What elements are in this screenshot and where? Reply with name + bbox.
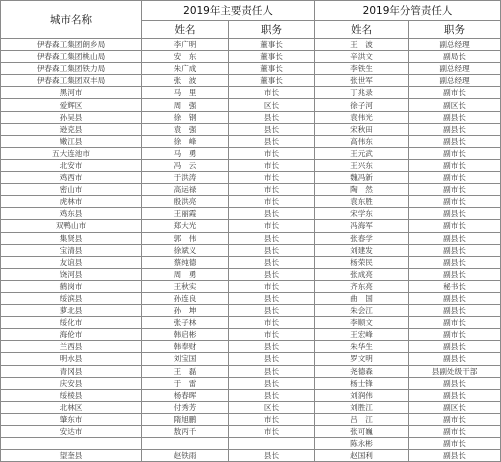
cell-sub-role: 副市长: [409, 87, 501, 99]
cell-main-role: 县长: [229, 389, 315, 401]
cell-sub-role: 副市长: [409, 172, 501, 184]
cell-sub-name: 王元武: [315, 147, 409, 159]
cell-sub-role: 副总经理: [409, 75, 501, 87]
cell-main-name: 马 里: [142, 87, 229, 99]
cell-city: 黑河市: [1, 87, 142, 99]
cell-main-name: 敖丙千: [142, 426, 229, 438]
table-row: [1, 341, 501, 353]
table-body: [1, 39, 501, 462]
table-row: [1, 413, 501, 425]
cell-sub-role: 县副处级干部: [409, 365, 501, 377]
cell-main-name: 周 勇: [142, 268, 229, 280]
header-main-group: 2019年主要责任人: [142, 1, 315, 21]
cell-main-role: 市长: [229, 413, 315, 425]
cell-main-name: 孙 坤: [142, 305, 229, 317]
table-row: [1, 426, 501, 438]
cell-main-role: 县长: [229, 268, 315, 280]
cell-sub-role: 副市长: [409, 329, 501, 341]
cell-sub-name: 罗文明: [315, 353, 409, 365]
table-row: [1, 196, 501, 208]
cell-main-role: 县长: [229, 135, 315, 147]
cell-city: 伊春森工集团朗乡局: [1, 39, 142, 51]
cell-sub-name: 魏冯新: [315, 172, 409, 184]
cell-sub-role: 副县长: [409, 450, 501, 462]
cell-sub-name: 张成亮: [315, 268, 409, 280]
cell-main-name: 于洪涛: [142, 172, 229, 184]
cell-sub-role: 副县长: [409, 353, 501, 365]
table-row: [1, 292, 501, 304]
cell-main-role: 县长: [229, 256, 315, 268]
cell-main-name: 袁 强: [142, 123, 229, 135]
table-row: [1, 135, 501, 147]
table-row: [1, 329, 501, 341]
cell-main-name: 朱广成: [142, 63, 229, 75]
cell-city: 逊克县: [1, 123, 142, 135]
cell-sub-name: 朱华生: [315, 341, 409, 353]
cell-sub-role: 副县长: [409, 208, 501, 220]
table-row: [1, 172, 501, 184]
cell-city: 饶河县: [1, 268, 142, 280]
cell-city: 五大连池市: [1, 147, 142, 159]
cell-main-role: 县长: [229, 377, 315, 389]
cell-sub-name: 陶 然: [315, 184, 409, 196]
cell-main-role: 市长: [229, 172, 315, 184]
table-row: [1, 159, 501, 171]
cell-sub-role: 副市长: [409, 438, 501, 450]
cell-main-name: 李广明: [142, 39, 229, 51]
cell-main-name: 张 波: [142, 75, 229, 87]
cell-sub-role: 副市长: [409, 184, 501, 196]
header-sub-name: 姓名: [315, 21, 409, 39]
cell-sub-role: 副区长: [409, 99, 501, 111]
cell-city: 绥棱县: [1, 389, 142, 401]
cell-main-role: 市长: [229, 317, 315, 329]
cell-city: [1, 438, 142, 450]
cell-sub-name: 朱会江: [315, 305, 409, 317]
cell-city: 北林区: [1, 401, 142, 413]
cell-main-role: 市长: [229, 329, 315, 341]
cell-sub-name: 袁伟光: [315, 111, 409, 123]
cell-city: 肇东市: [1, 413, 142, 425]
cell-main-name: 赵铁雨: [142, 450, 229, 462]
cell-sub-role: 副市长: [409, 159, 501, 171]
cell-main-name: 韩启彬: [142, 329, 229, 341]
cell-main-name: 孙连良: [142, 292, 229, 304]
cell-city: 萝北县: [1, 305, 142, 317]
cell-city: 密山市: [1, 184, 142, 196]
cell-sub-name: 李顺文: [315, 317, 409, 329]
cell-sub-name: 高伟东: [315, 135, 409, 147]
cell-main-role: 县长: [229, 208, 315, 220]
cell-main-role: 县长: [229, 123, 315, 135]
cell-main-name: 刘宝国: [142, 353, 229, 365]
cell-main-role: 县长: [229, 305, 315, 317]
cell-city: 鹤岗市: [1, 280, 142, 292]
cell-city: 爱辉区: [1, 99, 142, 111]
cell-city: 虎林市: [1, 196, 142, 208]
cell-main-name: 殷洪亮: [142, 196, 229, 208]
table-row: [1, 280, 501, 292]
cell-sub-role: 副县长: [409, 389, 501, 401]
cell-main-role: 县长: [229, 111, 315, 123]
cell-main-name: 王 磊: [142, 365, 229, 377]
cell-main-name: [142, 438, 229, 450]
cell-main-role: 董事长: [229, 75, 315, 87]
cell-main-name: 韩奉财: [142, 341, 229, 353]
cell-city: 兰西县: [1, 341, 142, 353]
cell-sub-name: 陈永彬: [315, 438, 409, 450]
cell-main-role: 市长: [229, 159, 315, 171]
cell-main-name: 张子林: [142, 317, 229, 329]
cell-sub-role: 副县长: [409, 341, 501, 353]
cell-sub-name: 张可巍: [315, 426, 409, 438]
cell-sub-role: 副县长: [409, 232, 501, 244]
header-sub-role: 职务: [409, 21, 501, 39]
cell-main-name: 冯 云: [142, 159, 229, 171]
table-row: [1, 365, 501, 377]
cell-sub-name: 徐子河: [315, 99, 409, 111]
cell-main-name: 王丽霞: [142, 208, 229, 220]
table-row: [1, 39, 501, 51]
cell-main-role: 县长: [229, 365, 315, 377]
cell-main-role: 市长: [229, 426, 315, 438]
table-row: [1, 317, 501, 329]
table-row: [1, 99, 501, 111]
cell-city: 明水县: [1, 353, 142, 365]
cell-main-role: 县长: [229, 232, 315, 244]
cell-main-name: 安 东: [142, 51, 229, 63]
table-row: [1, 111, 501, 123]
cell-city: 嫩江县: [1, 135, 142, 147]
table-row: [1, 401, 501, 413]
cell-main-name: 蔡纯德: [142, 256, 229, 268]
cell-city: 海伦市: [1, 329, 142, 341]
cell-main-role: 董事长: [229, 51, 315, 63]
cell-sub-role: 副局长: [409, 51, 501, 63]
cell-sub-role: 副总经理: [409, 63, 501, 75]
cell-sub-name: 曲 国: [315, 292, 409, 304]
table-row: [1, 123, 501, 135]
cell-sub-role: 副市长: [409, 220, 501, 232]
header-main-role: 职务: [229, 21, 315, 39]
cell-sub-role: 秘书长: [409, 280, 501, 292]
cell-sub-name: 齐东亮: [315, 280, 409, 292]
table-row: [1, 75, 501, 87]
cell-main-role: 区长: [229, 401, 315, 413]
cell-sub-role: 副县长: [409, 305, 501, 317]
cell-main-role: 县长: [229, 353, 315, 365]
cell-city: 伊春森工集团双丰局: [1, 75, 142, 87]
cell-main-name: 王秋实: [142, 280, 229, 292]
cell-main-name: 高运禄: [142, 184, 229, 196]
cell-main-role: [229, 438, 315, 450]
cell-city: 伊春森工集团桃山局: [1, 51, 142, 63]
cell-sub-role: 副市长: [409, 426, 501, 438]
cell-sub-name: 刘胜江: [315, 401, 409, 413]
header-city: 城市名称: [1, 1, 142, 39]
cell-main-name: 隋旭鹏: [142, 413, 229, 425]
cell-city: 鸡东县: [1, 208, 142, 220]
cell-sub-name: 李铁生: [315, 63, 409, 75]
cell-main-role: 县长: [229, 450, 315, 462]
cell-sub-name: 赵国利: [315, 450, 409, 462]
cell-main-role: 县长: [229, 292, 315, 304]
cell-main-role: 县长: [229, 341, 315, 353]
header-main-name: 姓名: [142, 21, 229, 39]
table-row: [1, 305, 501, 317]
cell-city: 伊春森工集团铁力局: [1, 63, 142, 75]
cell-city: 友谊县: [1, 256, 142, 268]
cell-sub-role: 副县长: [409, 268, 501, 280]
cell-main-name: 付秀芳: [142, 401, 229, 413]
cell-city: 安达市: [1, 426, 142, 438]
cell-sub-name: 刘润伟: [315, 389, 409, 401]
table-row: [1, 244, 501, 256]
cell-sub-name: 王 波: [315, 39, 409, 51]
cell-sub-name: 王宏峰: [315, 329, 409, 341]
table-row: [1, 63, 501, 75]
cell-sub-name: 尧德森: [315, 365, 409, 377]
table-row: [1, 450, 501, 462]
cell-sub-name: 王兴东: [315, 159, 409, 171]
cell-sub-role: 副县长: [409, 135, 501, 147]
cell-main-role: 县长: [229, 244, 315, 256]
table-row: [1, 268, 501, 280]
table-row: [1, 438, 501, 450]
cell-sub-role: 副市长: [409, 413, 501, 425]
cell-city: 北安市: [1, 159, 142, 171]
cell-city: 绥化市: [1, 317, 142, 329]
cell-main-name: 马 勇: [142, 147, 229, 159]
cell-sub-name: 袁东胜: [315, 196, 409, 208]
cell-main-role: 市长: [229, 147, 315, 159]
cell-sub-name: 张春学: [315, 232, 409, 244]
cell-city: 望奎县: [1, 450, 142, 462]
cell-sub-role: 副县长: [409, 292, 501, 304]
header-sub-group: 2019年分管责任人: [315, 1, 501, 21]
cell-sub-role: 副市长: [409, 317, 501, 329]
cell-sub-name: 刘建发: [315, 244, 409, 256]
cell-main-role: 区长: [229, 99, 315, 111]
table-row: [1, 220, 501, 232]
cell-main-role: 市长: [229, 184, 315, 196]
cell-sub-role: 副市长: [409, 147, 501, 159]
cell-city: 宝清县: [1, 244, 142, 256]
cell-sub-name: 杨士锋: [315, 377, 409, 389]
cell-sub-role: 副总经理: [409, 39, 501, 51]
cell-sub-role: 副区长: [409, 401, 501, 413]
cell-sub-name: 丁兆录: [315, 87, 409, 99]
table-row: [1, 184, 501, 196]
cell-main-role: 市长: [229, 280, 315, 292]
cell-city: 鸡西市: [1, 172, 142, 184]
cell-sub-role: 副市长: [409, 196, 501, 208]
table-row: [1, 51, 501, 63]
cell-sub-name: 冯海军: [315, 220, 409, 232]
cell-sub-role: 副县长: [409, 244, 501, 256]
cell-sub-role: 副县长: [409, 111, 501, 123]
cell-main-role: 董事长: [229, 63, 315, 75]
cell-city: 集贤县: [1, 232, 142, 244]
cell-main-name: 徐 峰: [142, 135, 229, 147]
cell-main-name: 杨春晖: [142, 389, 229, 401]
cell-sub-name: 张世军: [315, 75, 409, 87]
cell-main-role: 市长: [229, 87, 315, 99]
table-row: [1, 389, 501, 401]
cell-main-role: 董事长: [229, 39, 315, 51]
cell-main-role: 市长: [229, 196, 315, 208]
cell-city: 庆安县: [1, 377, 142, 389]
cell-main-name: 于 雷: [142, 377, 229, 389]
cell-sub-role: 副县长: [409, 123, 501, 135]
table-row: [1, 353, 501, 365]
cell-sub-role: 副县长: [409, 377, 501, 389]
cell-main-name: 周 强: [142, 99, 229, 111]
cell-sub-name: 宋秋田: [315, 123, 409, 135]
table-row: [1, 208, 501, 220]
table-row: [1, 256, 501, 268]
cell-main-name: 徐 钢: [142, 111, 229, 123]
table-row: [1, 147, 501, 159]
cell-sub-role: 副县长: [409, 256, 501, 268]
cell-sub-name: 吕 江: [315, 413, 409, 425]
cell-main-name: 徐斌义: [142, 244, 229, 256]
cell-sub-name: 杨荣民: [315, 256, 409, 268]
cell-main-role: 市长: [229, 220, 315, 232]
cell-main-name: 郭 伟: [142, 232, 229, 244]
cell-main-name: 郑大光: [142, 220, 229, 232]
cell-city: 青冈县: [1, 365, 142, 377]
cell-city: 孙吴县: [1, 111, 142, 123]
cell-city: 绥滨县: [1, 292, 142, 304]
cell-sub-name: 辛洪文: [315, 51, 409, 63]
table-row: [1, 232, 501, 244]
table-row: [1, 377, 501, 389]
cell-sub-name: 宋学东: [315, 208, 409, 220]
table-row: [1, 87, 501, 99]
cell-city: 双鸭山市: [1, 220, 142, 232]
